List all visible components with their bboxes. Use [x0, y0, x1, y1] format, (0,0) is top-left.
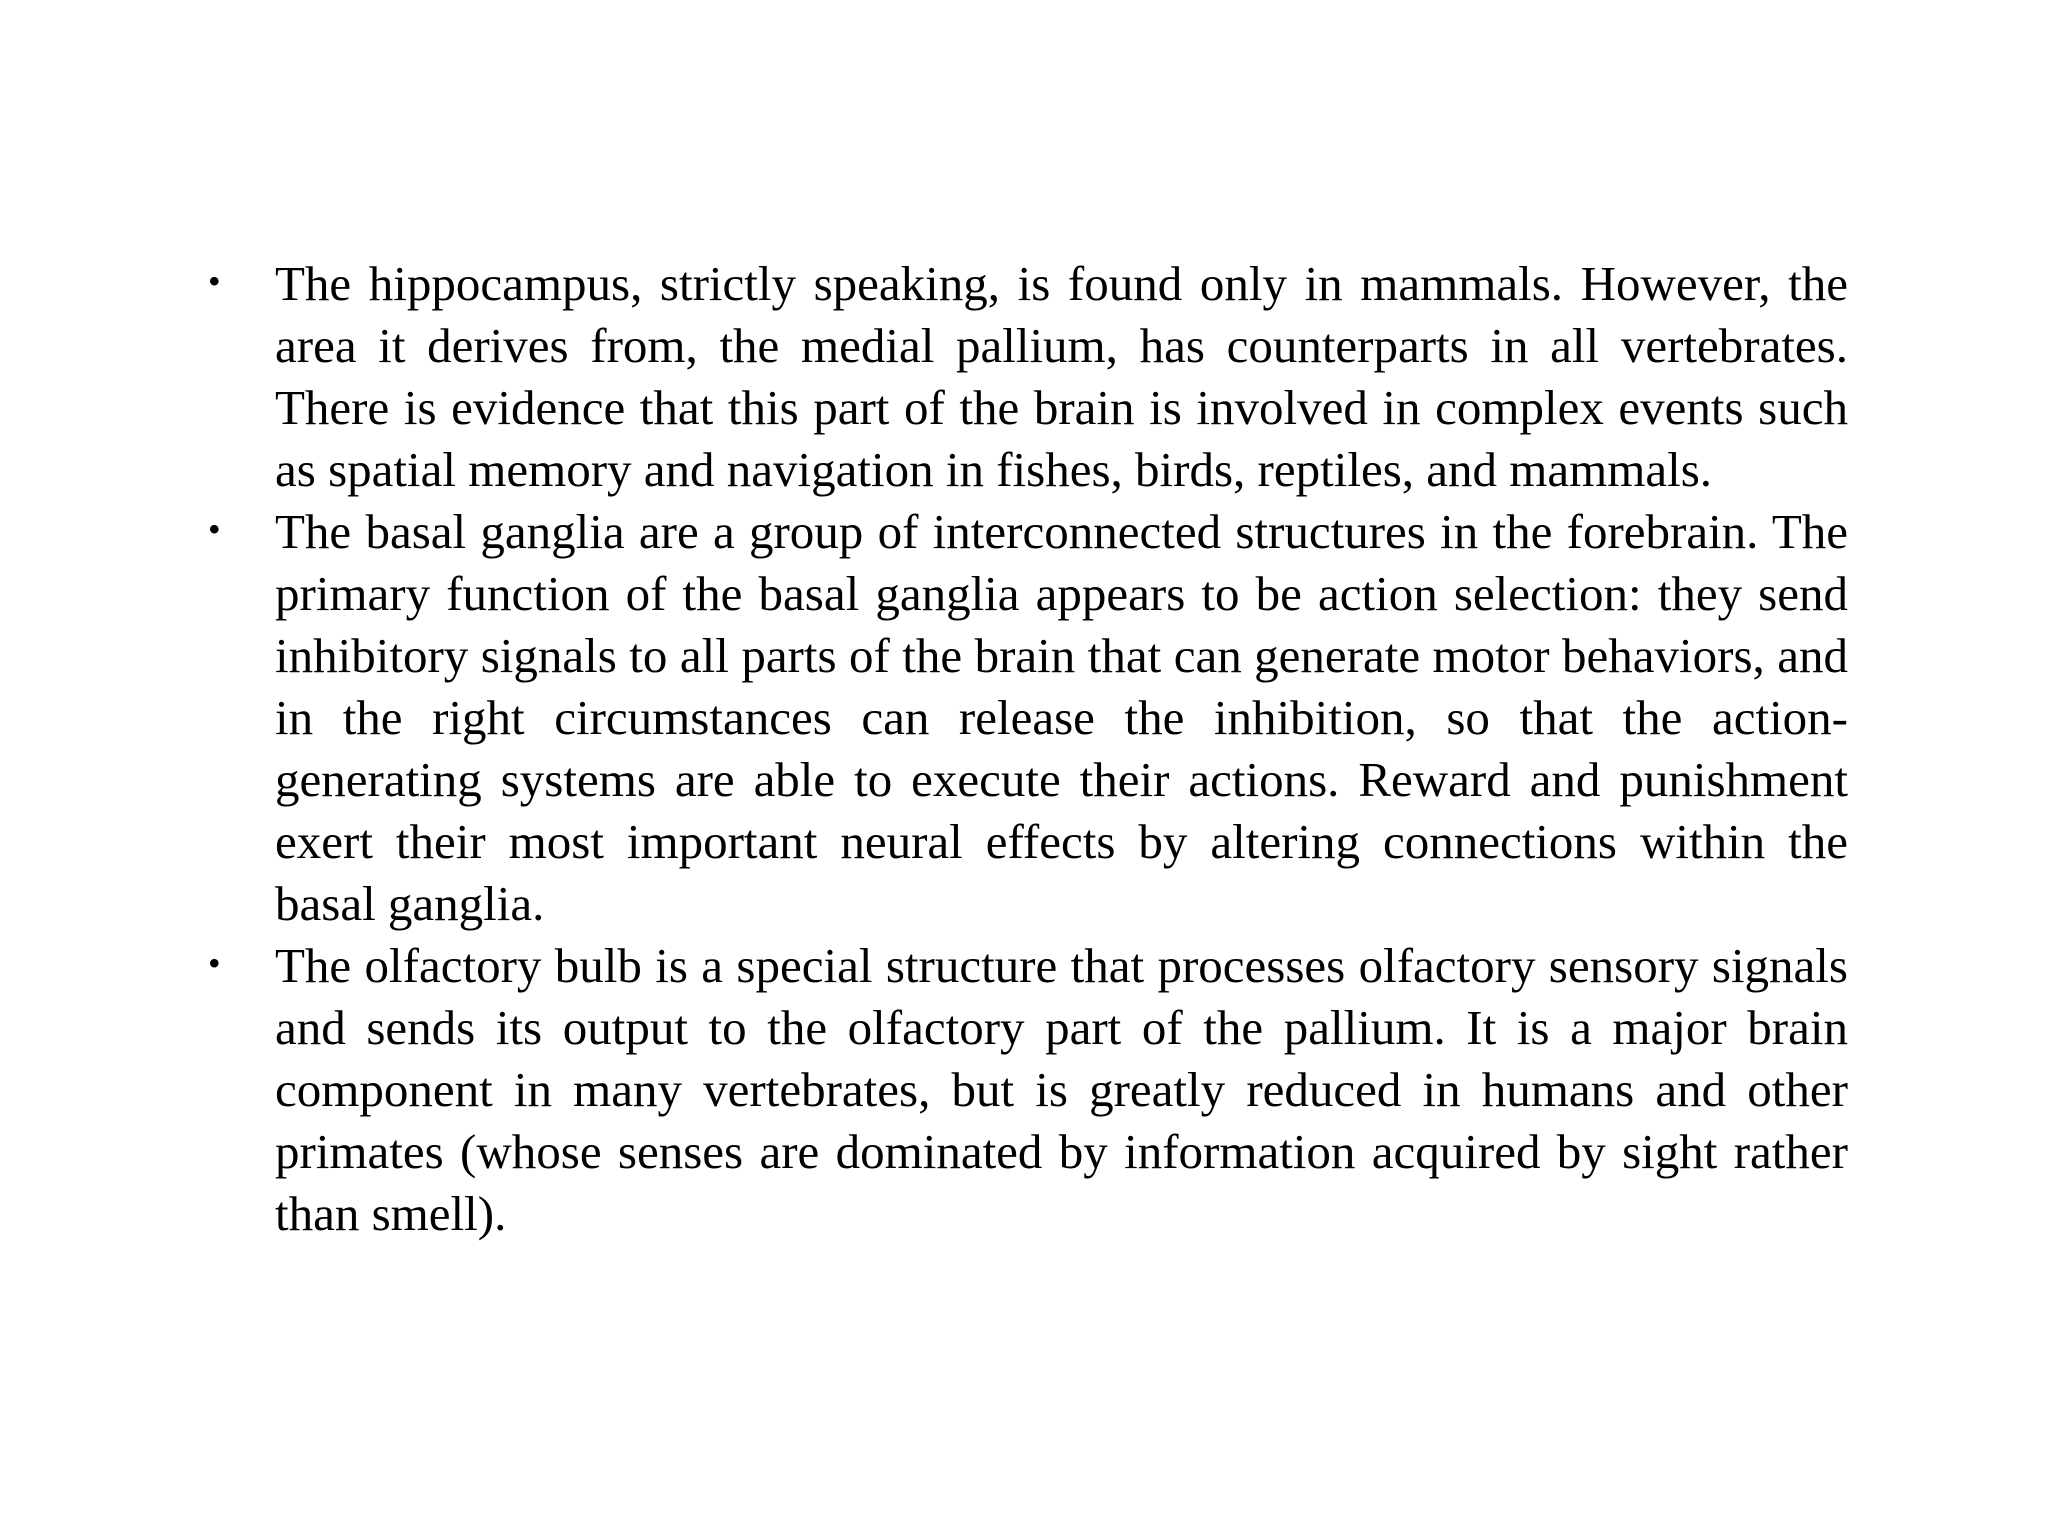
- bullet-item-hippocampus: [208, 253, 1848, 501]
- bullet-item-basal-ganglia: [208, 501, 1848, 935]
- bullet-text: The hippocampus, strictly speaking, is found only in mammals. However, the area it derives from, the medial pallium, has counterparts in all vertebrates. There is evidence that this part of the brain is involved in complex events such as spatial memory and navigation in fishes, birds, reptiles, and mammals.: [275, 256, 1848, 497]
- bullet-item-olfactory-bulb: [208, 935, 1848, 1245]
- bullet-marker: •: [208, 509, 221, 549]
- bullet-marker: •: [208, 943, 221, 983]
- bullet-text: The olfactory bulb is a special structure that processes olfactory sensory signals and sends its output to the olfactory part of the pallium. It is a major brain component in many vertebrates, but is greatly reduced in humans and other primates (whose senses are dominated by information acquired by sight rather than smell).: [275, 938, 1848, 1241]
- slide-content: [208, 253, 1848, 1245]
- bullet-text: The basal ganglia are a group of interconnected structures in the forebrain. The primary function of the basal ganglia appears to be action selection: they send inhibitory signals to all parts of the brain that can generate motor behaviors, and in the right circumstances can release the inhibition, so that the action-generating systems are able to execute their actions. Reward and punishment exert their most important neural effects by altering connections within the basal ganglia.: [275, 504, 1848, 931]
- bullet-marker: •: [208, 261, 221, 301]
- bullet-list: [208, 253, 1848, 1245]
